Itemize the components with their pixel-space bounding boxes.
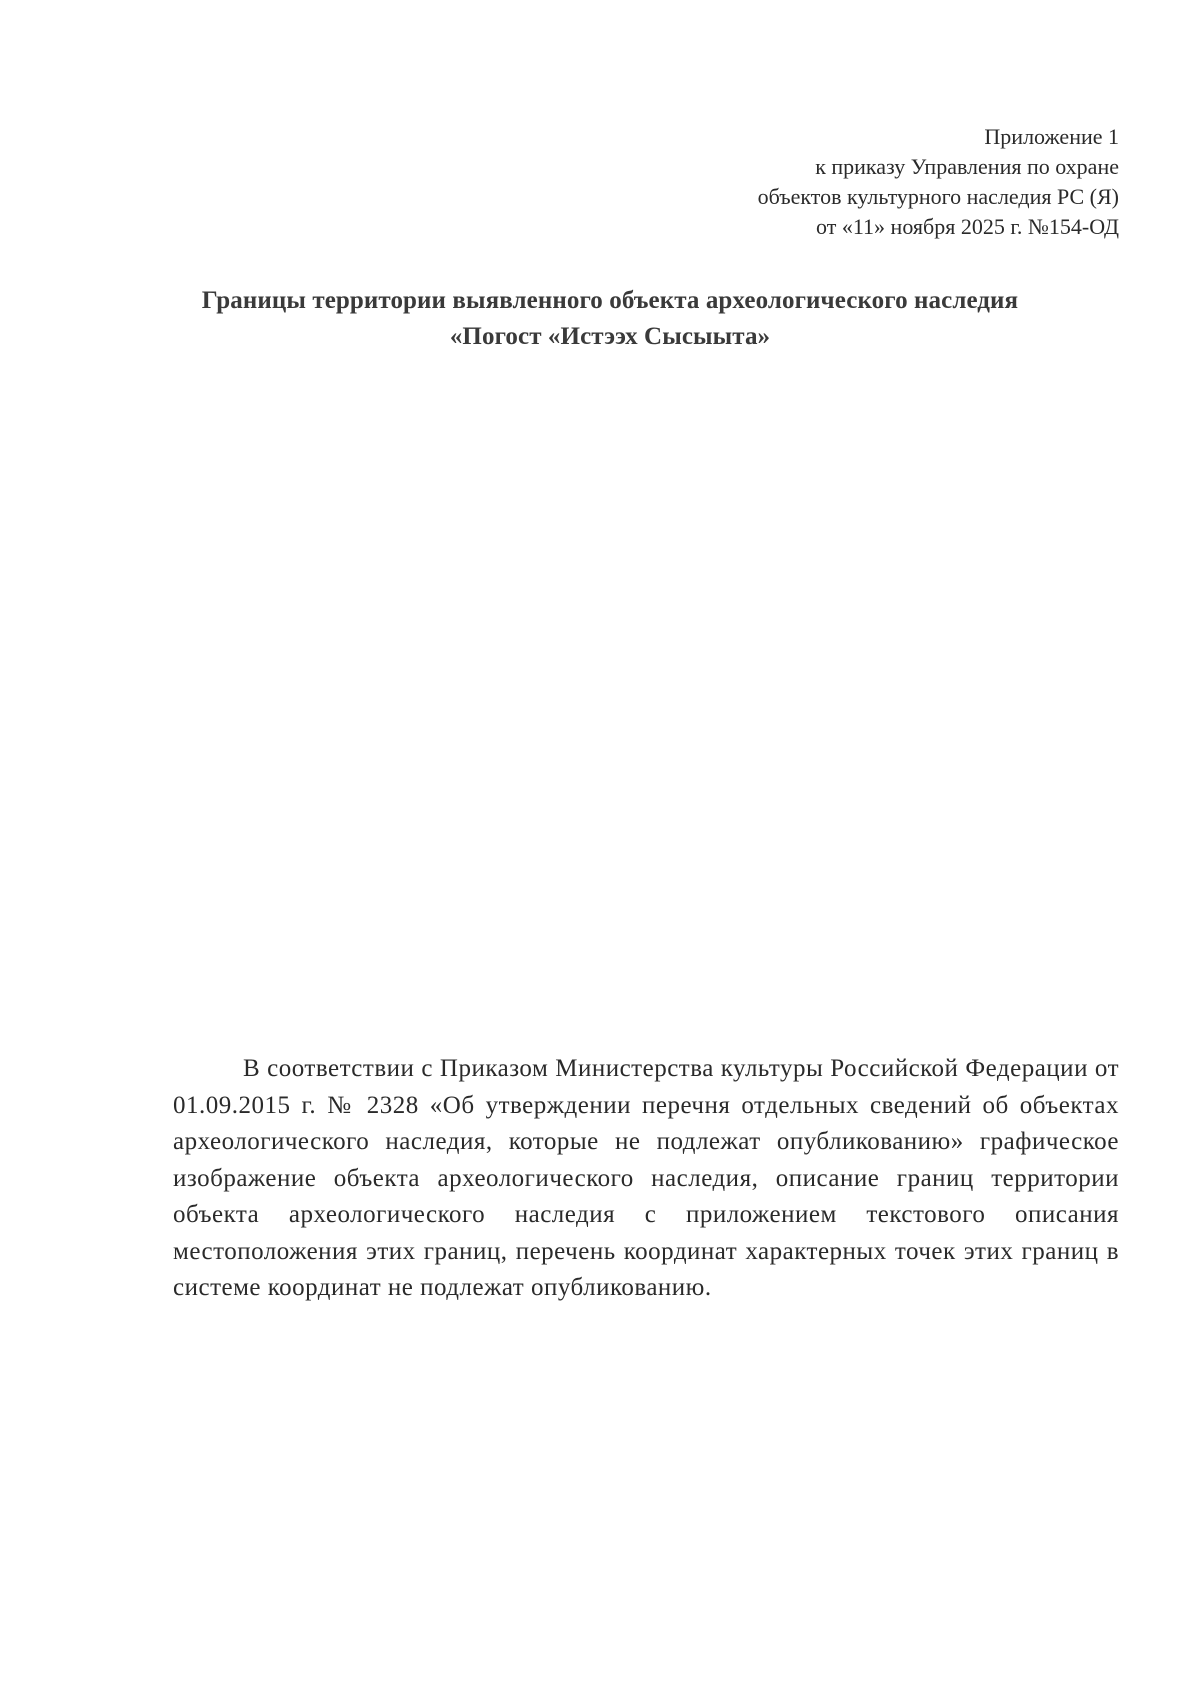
title-line-2: «Погост «Истээх Сысыыта» (449, 323, 771, 350)
annex-line-2: к приказу Управления по охране (815, 154, 1119, 179)
body-paragraph: В соответствии с Приказом Министерства культуры Российской Федерации от 01.09.2015 г. № 2328 «Об утверждении перечня отдельных сведений об объектах археологического наследия, которые не подлежат опубликованию» графическое изображение объекта археологического наследия, описание границ территории объекта археологического наследия с приложением текстового описания местоположения этих границ, перечень координат характерных точек этих границ в системе координат не подлежат опубликованию. (173, 1055, 1119, 1301)
annex-header (559, 122, 1119, 242)
annex-line-1: Приложение 1 (984, 124, 1119, 149)
annex-line-4: от «11» ноября 2025 г. №154-ОД (816, 214, 1119, 239)
document-title (140, 283, 1080, 355)
title-line-1: Границы территории выявленного объекта археологического наследия (201, 287, 1019, 314)
annex-line-3: объектов культурного наследия РС (Я) (757, 184, 1119, 209)
